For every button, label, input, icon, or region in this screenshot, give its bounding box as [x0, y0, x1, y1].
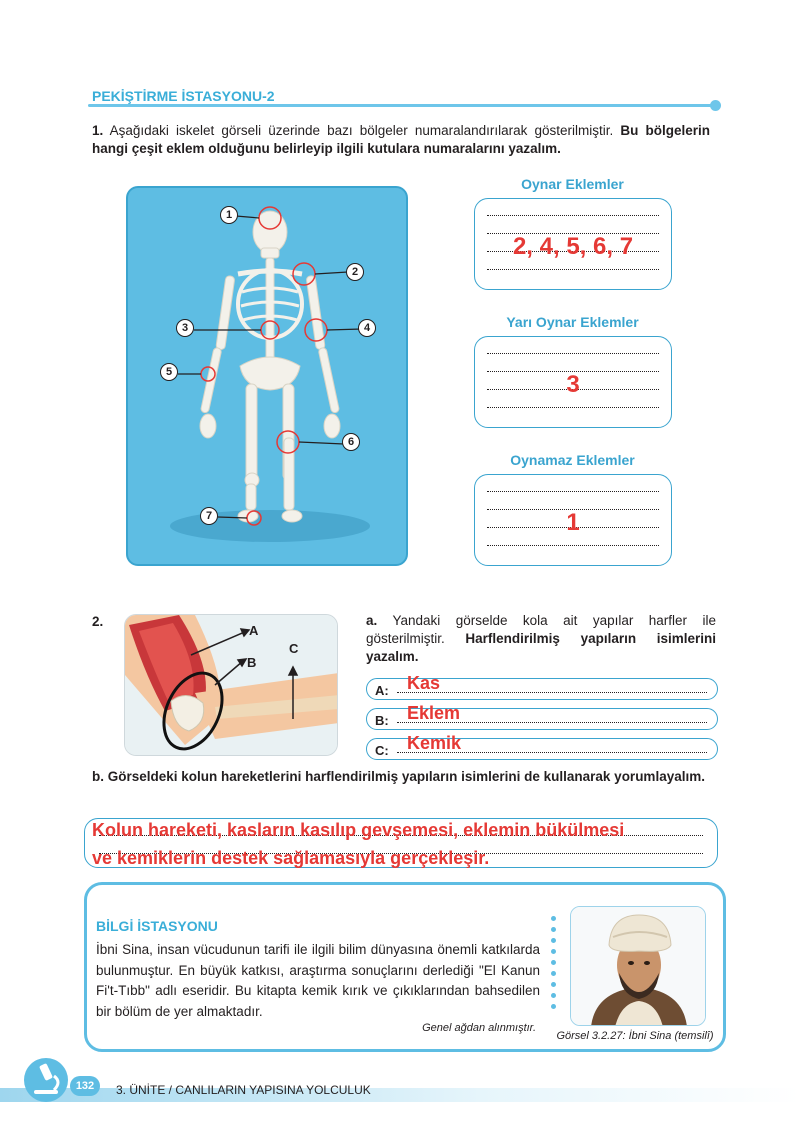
fill-row-c[interactable]: [366, 733, 718, 760]
question-1-text: [92, 122, 710, 158]
answer-oynamaz: 1: [566, 509, 580, 536]
question-2b-text: b. Görseldeki kolun hareketlerini harflendirilmiş yapıların isimlerini de kullanarak yorumlayalım.: [92, 769, 705, 784]
question-2a-text: [366, 612, 716, 666]
fill-label-c: C:: [375, 743, 389, 758]
answer-box-oynamaz[interactable]: [474, 474, 672, 566]
skeleton-marker-2: 2: [346, 263, 364, 281]
skeleton-marker-7: 7: [200, 507, 218, 525]
question-2a-label: a.: [366, 613, 378, 628]
label-b: B: [247, 655, 257, 670]
question-1-plain: Aşağıdaki iskelet görseli üzerinde bazı bölgeler numaralandırılarak gösterilmiştir.: [109, 123, 614, 138]
info-station-text: İbni Sina, insan vücudunun tarifi ile ilgili bilim dünyasına önemli katkılarda bulunmuştur. En büyük katkısı, araştırma sonuçlarını derlediği "El Kanun Fi't-Tıbb" adlı eseridir. Bu kitapta kemik kırık ve çıkıklarından bahsedilen bir bölüm de yer almaktadır.: [96, 942, 540, 1019]
label-c: C: [289, 641, 299, 656]
ibni-sina-portrait: [570, 906, 706, 1026]
info-source: Genel ağdan alınmıştır.: [422, 1022, 536, 1034]
title-rule: [88, 104, 716, 107]
answer-yari-oynar: 3: [566, 371, 580, 398]
question-2-number: 2.: [92, 614, 104, 629]
portrait-caption: Görsel 3.2.27: İbni Sina (temsilî): [556, 1030, 714, 1042]
unit-title: 3. ÜNİTE / CANLILARIN YAPISINA YOLCULUK: [116, 1083, 371, 1097]
box-title-oynar: Oynar Eklemler: [521, 176, 624, 192]
label-a: A: [249, 623, 259, 638]
page-number: 132: [70, 1076, 100, 1096]
arm-illustration: [125, 615, 338, 756]
box-title-oynamaz: Oynamaz Eklemler: [510, 452, 635, 468]
portrait-illustration: [571, 907, 706, 1026]
skeleton-marker-5: 5: [160, 363, 178, 381]
arm-image: [124, 614, 338, 756]
answer-box-oynar[interactable]: [474, 198, 672, 290]
title-rule-dot: [710, 100, 721, 111]
question-1-bold: Bu bölgelerin hangi çeşit eklem olduğunu belirleyip ilgili kutulara numaralarını yazalım.: [92, 123, 710, 156]
fill-answer-c: Kemik: [407, 733, 462, 753]
fill-label-a: A:: [375, 683, 389, 698]
fill-answer-a: Kas: [407, 673, 441, 693]
skeleton-marker-6: 6: [342, 433, 360, 451]
skeleton-marker-4: 4: [358, 319, 376, 337]
fill-label-b: B:: [375, 713, 389, 728]
fill-row-b[interactable]: [366, 703, 718, 730]
answer-2b: [92, 816, 752, 872]
answer-2b-line-2: ve kemiklerin destek sağlamasıyla gerçekleşir.: [92, 848, 490, 868]
section-title: PEKİŞTİRME İSTASYONU-2: [92, 88, 275, 104]
question-2a-plain: Yandaki görselde kola ait yapılar harfler ile gösterilmiştir.: [366, 613, 716, 646]
answer-box-yari-oynar[interactable]: [474, 336, 672, 428]
fill-answer-b: Eklem: [407, 703, 461, 723]
skeleton-marker-3: 3: [176, 319, 194, 337]
question-1-number: 1.: [92, 123, 104, 138]
skeleton-marker-1: 1: [220, 206, 238, 224]
info-station-title: BİLGİ İSTASYONU: [96, 918, 218, 934]
answer-oynar: 2, 4, 5, 6, 7: [512, 233, 634, 260]
question-2a-bold: Harflendirilmiş yapıların isimlerini yazalım.: [366, 631, 716, 664]
fill-row-a[interactable]: [366, 673, 718, 700]
answer-2b-line-1: Kolun hareketi, kasların kasılıp gevşemesi, eklemin bükülmesi: [92, 820, 625, 840]
dot-divider: [551, 916, 557, 1015]
box-title-yari-oynar: Yarı Oynar Eklemler: [506, 314, 639, 330]
